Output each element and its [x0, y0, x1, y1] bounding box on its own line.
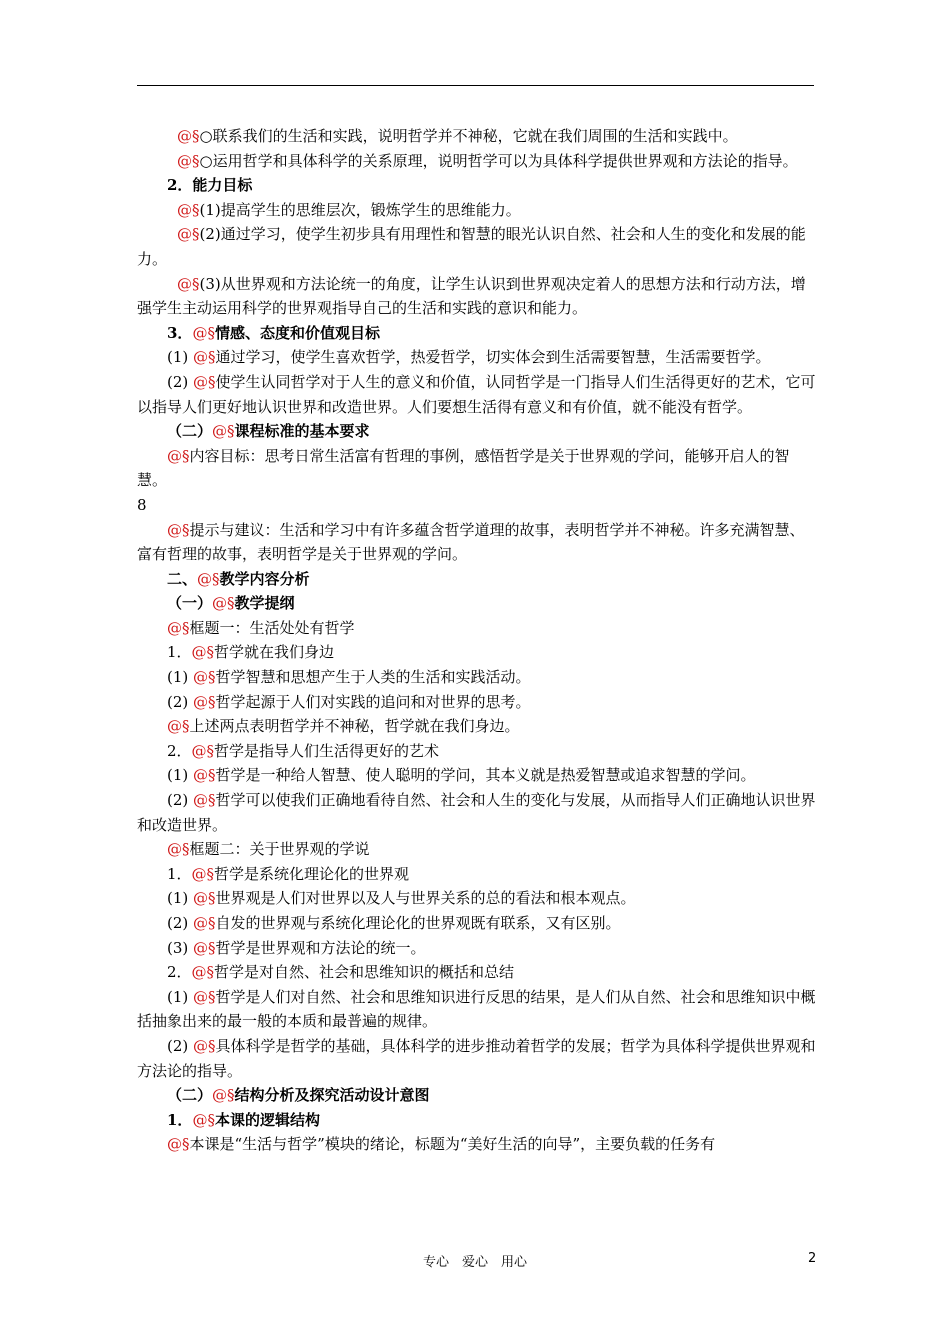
paragraph-line-4 [137, 198, 817, 223]
paragraph-line-29 [137, 960, 817, 985]
marker: @§ [167, 520, 190, 539]
paragraph-line-24 [137, 837, 817, 862]
line-prefix: 2．能力目标 [167, 176, 253, 195]
line-text: 提示与建议：生活和学习中有许多蕴含哲学道理的故事，表明哲学并不神秘。许多充满智慧、富有哲理的故事，表明哲学是关于世界观的学问。 [137, 520, 805, 564]
line-text: 哲学是一种给人智慧、使人聪明的学问，其本义就是热爱智慧或追求智慧的学问。 [215, 766, 756, 785]
marker: @§ [197, 569, 220, 588]
paragraph-line-13 [137, 518, 817, 567]
line-prefix: 8 [137, 495, 147, 514]
line-text: 具体科学是哲学的基础，具体科学的进步推动着哲学的发展；哲学为具体科学提供世界观和方法论的指导。 [137, 1036, 816, 1080]
marker: @§ [193, 938, 216, 957]
line-text: (2)通过学习，使学生初步具有用理性和智慧的眼光认识自然、社会和人生的变化和发展的能力。 [137, 225, 806, 268]
line-text: 上述两点表明哲学并不神秘，哲学就在我们身边。 [189, 717, 520, 736]
marker: @§ [191, 963, 215, 982]
line-text: ○运用哲学和具体科学的关系原理，说明哲学可以为具体科学提供世界观和方法论的指导。 [199, 151, 798, 170]
marker: @§ [193, 987, 216, 1006]
line-prefix: (2) [167, 372, 194, 391]
marker: @§ [192, 323, 215, 342]
document-body [137, 124, 817, 1157]
paragraph-line-18 [137, 665, 817, 690]
heading-emotion [137, 321, 817, 346]
line-text: 世界观是人们对世界以及人与世界关系的总的看法和根本观点。 [215, 889, 636, 908]
line-prefix: （二） [167, 422, 213, 441]
marker: @§ [167, 446, 190, 465]
line-text: (3)从世界观和方法论统一的角度，让学生认识到世界观决定着人的思想方法和行动方法，增强学生主动运用科学的世界观指导自己的生活和实践的意识和能力。 [137, 274, 806, 318]
line-prefix: 1． [167, 643, 192, 662]
marker: @§ [177, 151, 200, 170]
line-prefix: (1) [167, 766, 194, 785]
paragraph-line-5 [137, 222, 817, 271]
line-text: 哲学是人们对自然、社会和思维知识进行反思的结果，是人们从自然、社会和思维知识中概括抽象出来的最一般的本质和最普遍的规律。 [137, 987, 816, 1031]
heading-analysis [137, 567, 817, 592]
line-prefix: (2) [167, 692, 194, 711]
marker: @§ [193, 914, 216, 932]
paragraph-line-31 [137, 1034, 817, 1083]
marker: @§ [193, 1036, 216, 1055]
paragraph-line-9 [137, 370, 817, 419]
line-prefix: （一） [167, 594, 213, 613]
marker: @§ [167, 840, 190, 859]
marker: @§ [193, 348, 216, 367]
marker: @§ [193, 791, 216, 810]
marker: @§ [191, 643, 215, 662]
page-number: 2 [808, 1251, 817, 1266]
marker: @§ [212, 422, 235, 441]
marker: @§ [177, 200, 200, 219]
line-text: 哲学是世界观和方法论的统一。 [215, 938, 426, 957]
marker: @§ [177, 127, 200, 145]
line-prefix: （二） [167, 1086, 213, 1105]
line-prefix: (2) [167, 791, 194, 810]
line-text: (1)提高学生的思维层次，锻炼学生的思维能力。 [199, 200, 521, 219]
line-text: 框题二：关于世界观的学说 [189, 840, 370, 859]
line-text: ○联系我们的生活和实践，说明哲学并不神秘，它就在我们周围的生活和实践中。 [199, 127, 738, 145]
paragraph-line-16 [137, 616, 817, 641]
line-prefix: (1) [167, 987, 194, 1006]
line-prefix: (3) [167, 938, 194, 957]
heading-structure [137, 1083, 817, 1108]
paragraph-line-1 [137, 124, 817, 149]
line-text: 哲学是系统化理论化的世界观 [214, 864, 410, 883]
heading-logic [137, 1108, 817, 1133]
paragraph-line-6 [137, 272, 817, 321]
marker: @§ [212, 594, 235, 613]
paragraph-line-34 [137, 1132, 817, 1157]
marker: @§ [212, 1086, 235, 1105]
line-prefix: 2． [167, 741, 192, 760]
marker: @§ [193, 889, 216, 908]
heading-ability [137, 173, 817, 198]
line-text: 情感、态度和价值观目标 [214, 323, 380, 342]
marker: @§ [191, 864, 215, 883]
heading-outline [137, 591, 817, 616]
line-prefix: (1) [167, 348, 194, 367]
paragraph-line-17 [137, 640, 817, 665]
paragraph-line-27 [137, 911, 817, 936]
line-text: 自发的世界观与系统化理论化的世界观既有联系，又有区别。 [215, 914, 621, 932]
paragraph-line-2 [137, 149, 817, 174]
paragraph-line-28 [137, 936, 817, 961]
line-text: 哲学可以使我们正确地看待自然、社会和人生的变化与发展，从而指导人们正确地认识世界和改造世界。 [137, 791, 816, 834]
paragraph-line-21 [137, 739, 817, 764]
line-prefix: (1) [167, 668, 194, 687]
marker: @§ [167, 618, 190, 637]
line-text: 结构分析及探究活动设计意图 [234, 1086, 430, 1105]
paragraph-line-30 [137, 985, 817, 1034]
paragraph-line-20 [137, 714, 817, 739]
line-text: 本课的逻辑结构 [214, 1110, 320, 1129]
line-prefix: (1) [167, 889, 194, 908]
paragraph-line-26 [137, 886, 817, 911]
line-prefix: 1． [167, 1110, 193, 1129]
line-text: 哲学智慧和思想产生于人类的生活和实践活动。 [215, 668, 531, 687]
line-text: 通过学习，使学生喜欢哲学，热爱哲学，切实体会到生活需要智慧，生活需要哲学。 [215, 348, 771, 367]
marker: @§ [193, 668, 216, 687]
marker: @§ [192, 1110, 215, 1129]
line-text: 内容目标：思考日常生活富有哲理的事例，感悟哲学是关于世界观的学问，能够开启人的智慧。 [137, 446, 790, 490]
marker: @§ [177, 274, 200, 293]
line-text: 使学生认同哲学对于人生的意义和价值，认同哲学是一门指导人们生活得更好的艺术，它可以指导人们更好地认识世界和改造世界。人们要想生活得有意义和有价值，就不能没有哲学。 [137, 372, 816, 416]
line-text: 教学提纲 [234, 594, 295, 613]
line-prefix: 1． [167, 864, 192, 883]
heading-standards [137, 419, 817, 444]
line-text: 哲学就在我们身边 [214, 643, 335, 662]
marker: @§ [193, 372, 216, 391]
line-text: 哲学是指导人们生活得更好的艺术 [214, 741, 440, 760]
page-footer: 专心 爱心 用心 [422, 1255, 527, 1270]
marker: @§ [191, 741, 215, 760]
line-text: 本课是“生活与哲学”模块的绪论，标题为“美好生活的向导”，主要负载的任务有 [189, 1135, 716, 1154]
paragraph-line-23 [137, 788, 817, 837]
stray-number [137, 493, 817, 518]
paragraph-line-8 [137, 345, 817, 370]
line-text: 课程标准的基本要求 [234, 422, 370, 441]
line-text: 哲学是对自然、社会和思维知识的概括和总结 [214, 963, 515, 982]
line-text: 哲学起源于人们对实践的追问和对世界的思考。 [215, 692, 531, 711]
marker: @§ [177, 225, 200, 244]
line-prefix: (2) [167, 914, 194, 932]
line-prefix: 2． [167, 963, 192, 982]
marker: @§ [167, 717, 190, 736]
marker: @§ [193, 766, 216, 785]
line-text: 教学内容分析 [219, 569, 310, 588]
paragraph-line-25 [137, 862, 817, 887]
marker: @§ [193, 692, 216, 711]
paragraph-line-22 [137, 763, 817, 788]
marker: @§ [167, 1135, 190, 1154]
line-prefix: 二、 [167, 569, 198, 588]
line-text: 框题一：生活处处有哲学 [189, 618, 355, 637]
paragraph-line-11 [137, 444, 817, 493]
header-rule [137, 85, 814, 86]
paragraph-line-19 [137, 690, 817, 715]
line-prefix: (2) [167, 1036, 194, 1055]
line-prefix: 3． [167, 323, 193, 342]
